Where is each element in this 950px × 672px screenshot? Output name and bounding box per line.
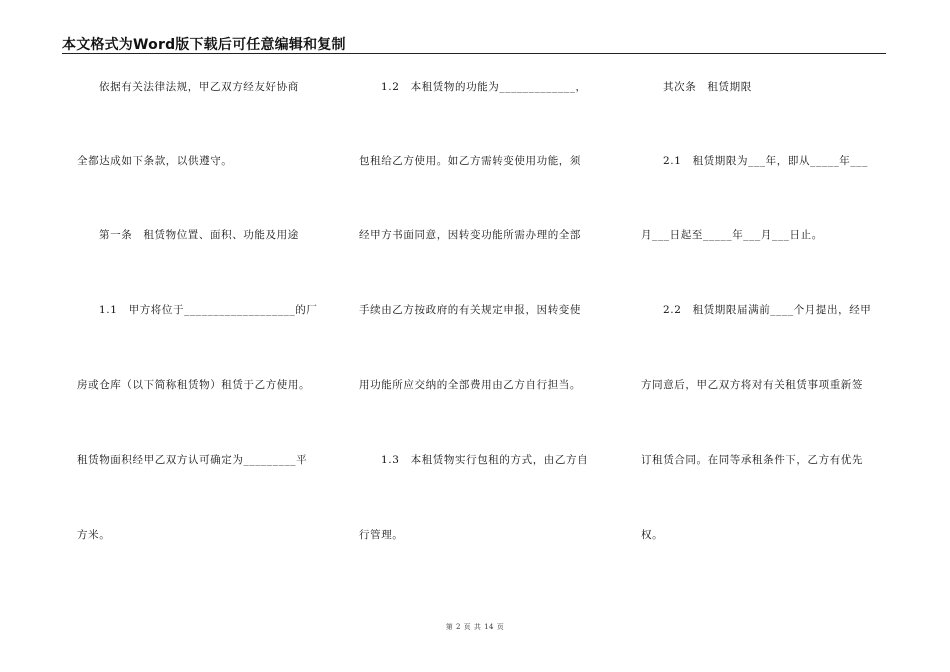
paragraph-line: 行管理。 [359,529,404,541]
header-divider [62,53,886,54]
paragraph-line: 1.2 本租赁物的功能为_____________， [381,81,587,93]
paragraph-line: 2.1 租赁期限为___年，即从_____年___ [663,155,868,167]
paragraph-line: 用功能所应交纳的全部费用由乙方自行担当。 [359,379,581,391]
paragraph-line: 包租给乙方使用。如乙方需转变使用功能，须 [359,155,581,167]
paragraph-line: 权。 [641,529,664,541]
paragraph-line: 1.1 甲方将位于___________________的厂 [99,304,318,316]
paragraph-line: 方同意后，甲乙双方将对有关租赁事项重新签 [641,379,863,391]
paragraph-line: 全都达成如下条款，以供遵守。 [77,155,233,167]
paragraph-line: 经甲方书面同意，因转变功能所需办理的全部 [359,229,581,241]
paragraph-line: 手续由乙方按政府的有关规定申报，因转变使 [359,304,581,316]
section-heading: 第一条 租赁物位置、面积、功能及用途 [99,229,299,241]
paragraph-line: 方米。 [77,529,111,541]
page-number-footer: 第 2 页 共 14 页 [445,623,505,631]
paragraph-line: 租赁物面积经甲乙双方认可确定为_________平 [77,454,308,466]
paragraph-line: 依据有关法律法规，甲乙双方经友好协商 [99,81,299,93]
paragraph-line: 订租赁合同。在同等承租条件下，乙方有优先 [641,454,863,466]
paragraph-line: 2.2 租赁期限届满前____个月提出，经甲 [663,304,872,316]
paragraph-line: 房或仓库（以下简称租赁物）租赁于乙方使用。 [77,379,311,391]
paragraph-line: 1.3 本租赁物实行包租的方式，由乙方自 [381,454,589,466]
paragraph-line: 月___日起至_____年___月___日止。 [641,229,823,241]
document-header-title: 本文格式为Word版下载后可任意编辑和复制 [62,37,346,53]
section-heading: 其次条 租赁期限 [663,81,752,93]
